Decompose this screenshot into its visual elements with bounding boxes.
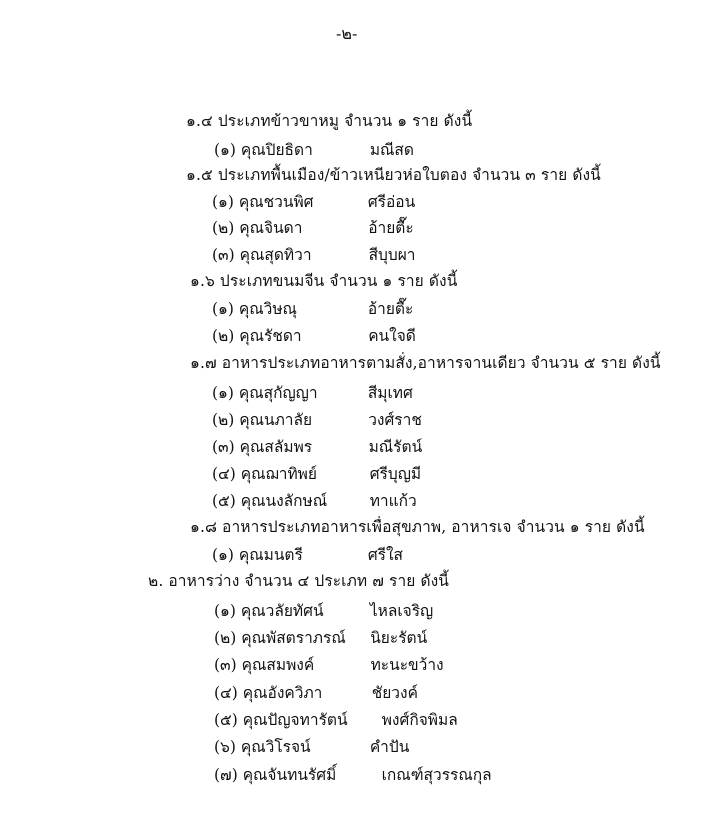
last-name: ไหลเจริญ	[369, 602, 434, 620]
first-name: คุณนงลักษณ์	[240, 492, 328, 510]
list-item	[212, 461, 421, 486]
first-name: คุณสมพงค์	[241, 656, 315, 674]
item-number: (๕)	[212, 492, 236, 510]
first-name: คุณสลัมพร	[239, 438, 313, 456]
first-name: คุณอังควิภา	[242, 684, 323, 702]
section-heading-1-4: ๑.๔ ประเภทข้าวขาหมู จำนวน ๑ ราย ดังนี้	[186, 112, 473, 130]
last-name: ศรีบุญมี	[369, 465, 422, 483]
first-name: คุณวิโรจน์	[240, 738, 311, 756]
last-name: ศรีใส	[367, 546, 404, 564]
section-heading-2: ๒. อาหารว่าง จำนวน ๔ ประเภท ๗ ราย ดังนี้	[148, 572, 449, 590]
item-number: (๑)	[214, 602, 236, 620]
item-number: (๑)	[212, 300, 234, 318]
last-name: คนใจดี	[368, 327, 416, 345]
item-number: (๖)	[214, 738, 236, 756]
section-heading-1-8: ๑.๘ อาหารประเภทอาหารเพื่อสุขภาพ, อาหารเจ จำนวน ๑ ราย ดังนี้	[190, 518, 645, 536]
section-heading-1-7: ๑.๗ อาหารประเภทอาหารตามสั่ง,อาหารจานเดียว จำนวน ๕ ราย ดังนี้	[190, 354, 661, 372]
first-name: คุณนภาลัย	[239, 411, 313, 429]
first-name: คุณชวนพิศ	[238, 193, 314, 211]
list-item	[212, 542, 403, 567]
item-number: (๒)	[212, 327, 235, 345]
list-item	[214, 707, 458, 732]
item-number: (๓)	[212, 438, 235, 456]
last-name: คำปัน	[369, 738, 410, 756]
item-number: (๒)	[212, 219, 235, 237]
item-number: (๕)	[214, 711, 238, 729]
item-number: (๒)	[212, 411, 235, 429]
item-number: (๓)	[214, 656, 237, 674]
last-name: ศรีอ่อน	[367, 193, 416, 211]
item-number: (๒)	[214, 629, 237, 647]
list-item	[212, 407, 422, 432]
last-name: นิยะรัตน์	[370, 629, 428, 647]
list-item	[212, 189, 415, 214]
last-name: สีบุบผา	[368, 246, 416, 264]
item-number: (๔)	[214, 684, 238, 702]
first-name: คุณจินดา	[239, 219, 303, 237]
list-item	[214, 625, 427, 650]
first-name: คุณปัญจทารัตน์	[242, 711, 348, 729]
last-name: ทะนะขว้าง	[370, 656, 444, 674]
list-item	[212, 380, 413, 405]
first-name: คุณวิษณุ	[238, 300, 297, 318]
section-heading-1-6: ๑.๖ ประเภทขนมจีน จำนวน ๑ ราย ดังนี้	[190, 272, 458, 290]
item-number: (๗)	[214, 766, 238, 784]
list-item	[212, 488, 417, 513]
last-name: อ้ายตื๊ะ	[367, 300, 414, 318]
first-name: คุณปิยธิดา	[240, 141, 313, 159]
first-name: คุณพัสตราภรณ์	[241, 629, 346, 647]
first-name: คุณสุดทิวา	[239, 246, 312, 264]
last-name: พงศ์กิจพิมล	[381, 711, 458, 729]
list-item	[214, 680, 418, 705]
last-name: วงศ์ราช	[368, 411, 422, 429]
item-number: (๓)	[212, 246, 235, 264]
last-name: มณีสด	[369, 141, 414, 159]
first-name: คุณรัชดา	[239, 327, 302, 345]
first-name: คุณวลัยทัศน์	[240, 602, 324, 620]
item-number: (๑)	[212, 193, 234, 211]
list-item	[214, 734, 409, 759]
page-number: -๒-	[336, 24, 358, 43]
item-number: (๔)	[212, 465, 236, 483]
first-name: คุณจันทนรัศมิ์	[242, 766, 337, 784]
last-name: เกณฑ์สุวรรณกุล	[381, 766, 492, 784]
list-item	[212, 215, 414, 240]
list-item	[212, 242, 416, 267]
first-name: คุณสุกัญญา	[238, 384, 318, 402]
first-name: คุณมนตรี	[238, 546, 303, 564]
item-number: (๑)	[212, 384, 234, 402]
last-name: ชัยวงค์	[371, 684, 418, 702]
last-name: สีมุเทศ	[367, 384, 413, 402]
list-item	[212, 434, 422, 459]
list-item	[214, 652, 444, 677]
list-item	[214, 137, 414, 162]
last-name: อ้ายตื๊ะ	[368, 219, 414, 237]
list-item	[212, 296, 413, 321]
last-name: มณีรัตน์	[368, 438, 423, 456]
list-item	[214, 762, 492, 787]
item-number: (๑)	[214, 141, 236, 159]
section-heading-1-5: ๑.๕ ประเภทพื้นเมือง/ข้าวเหนียวห่อใบตอง จำนวน ๓ ราย ดังนี้	[186, 166, 601, 184]
last-name: ทาแก้ว	[369, 492, 417, 510]
item-number: (๑)	[212, 546, 234, 564]
list-item	[212, 323, 416, 348]
list-item	[214, 598, 433, 623]
first-name: คุณฌาทิพย์	[240, 465, 317, 483]
